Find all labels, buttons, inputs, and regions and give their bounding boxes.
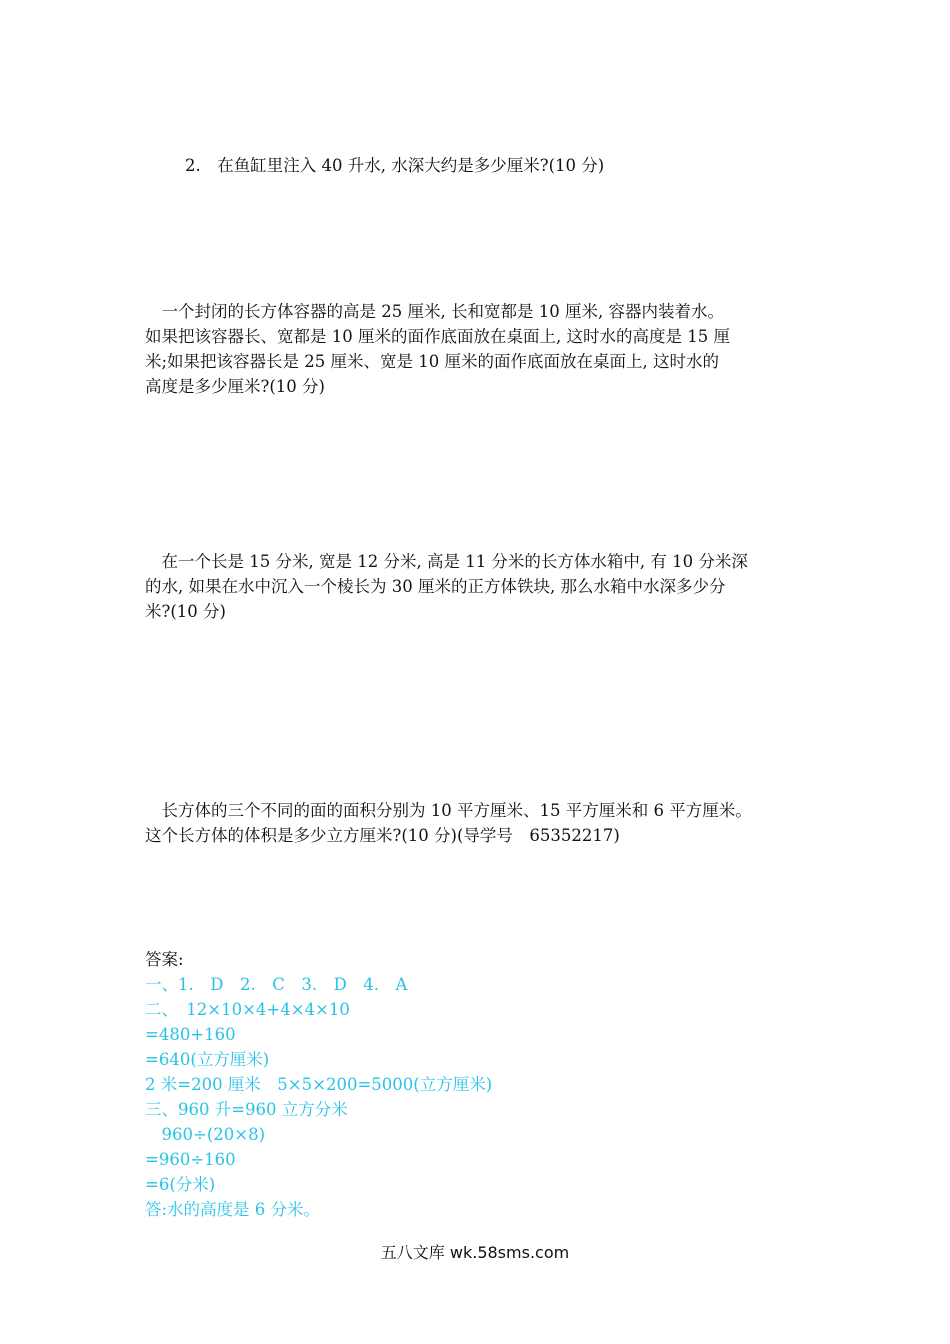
- question-4-line-3: 米?(10 分): [145, 602, 226, 621]
- question-5-line-2: 这个长方体的体积是多少立方厘米?(10 分)(导学号 65352217): [145, 826, 620, 845]
- answer-line: 二、 12×10×4+4×4×10: [145, 1000, 350, 1019]
- answer-line: 一、1. D 2. C 3. D 4. A: [145, 975, 408, 994]
- footer-watermark: 五八文库 wk.58sms.com: [380, 1243, 570, 1262]
- question-4-line-2: 的水, 如果在水中沉入一个棱长为 30 厘米的正方体铁块, 那么水箱中水深多少分: [145, 577, 726, 596]
- question-3-line-1: 一个封闭的长方体容器的高是 25 厘米, 长和宽都是 10 厘米, 容器内装着水。: [145, 302, 724, 321]
- answer-line: =6(分米): [145, 1175, 216, 1194]
- question-2: 2. 在鱼缸里注入 40 升水, 水深大约是多少厘米?(10 分): [185, 156, 605, 175]
- answer-line: =480+160: [145, 1025, 236, 1044]
- answer-line: =960÷160: [145, 1150, 236, 1169]
- question-5-line-1: 长方体的三个不同的面的面积分别为 10 平方厘米、15 平方厘米和 6 平方厘米。: [145, 801, 752, 820]
- answer-line: =640(立方厘米): [145, 1050, 270, 1069]
- question-4-line-1: 在一个长是 15 分米, 宽是 12 分米, 高是 11 分米的长方体水箱中, 有 10 分米深: [145, 552, 748, 571]
- answer-line: 960÷(20×8): [145, 1125, 266, 1144]
- answers-heading: 答案:: [145, 950, 184, 969]
- answer-line: 三、960 升=960 立方分米: [145, 1100, 348, 1119]
- answer-line: 2 米=200 厘米 5×5×200=5000(立方厘米): [145, 1075, 493, 1094]
- question-3-line-2: 如果把该容器长、宽都是 10 厘米的面作底面放在桌面上, 这时水的高度是 15 厘: [145, 327, 730, 346]
- question-3-line-3: 米;如果把该容器长是 25 厘米、宽是 10 厘米的面作底面放在桌面上, 这时水的: [145, 352, 720, 371]
- answer-line: 答:水的高度是 6 分米。: [145, 1200, 321, 1219]
- question-3-line-4: 高度是多少厘米?(10 分): [145, 377, 325, 396]
